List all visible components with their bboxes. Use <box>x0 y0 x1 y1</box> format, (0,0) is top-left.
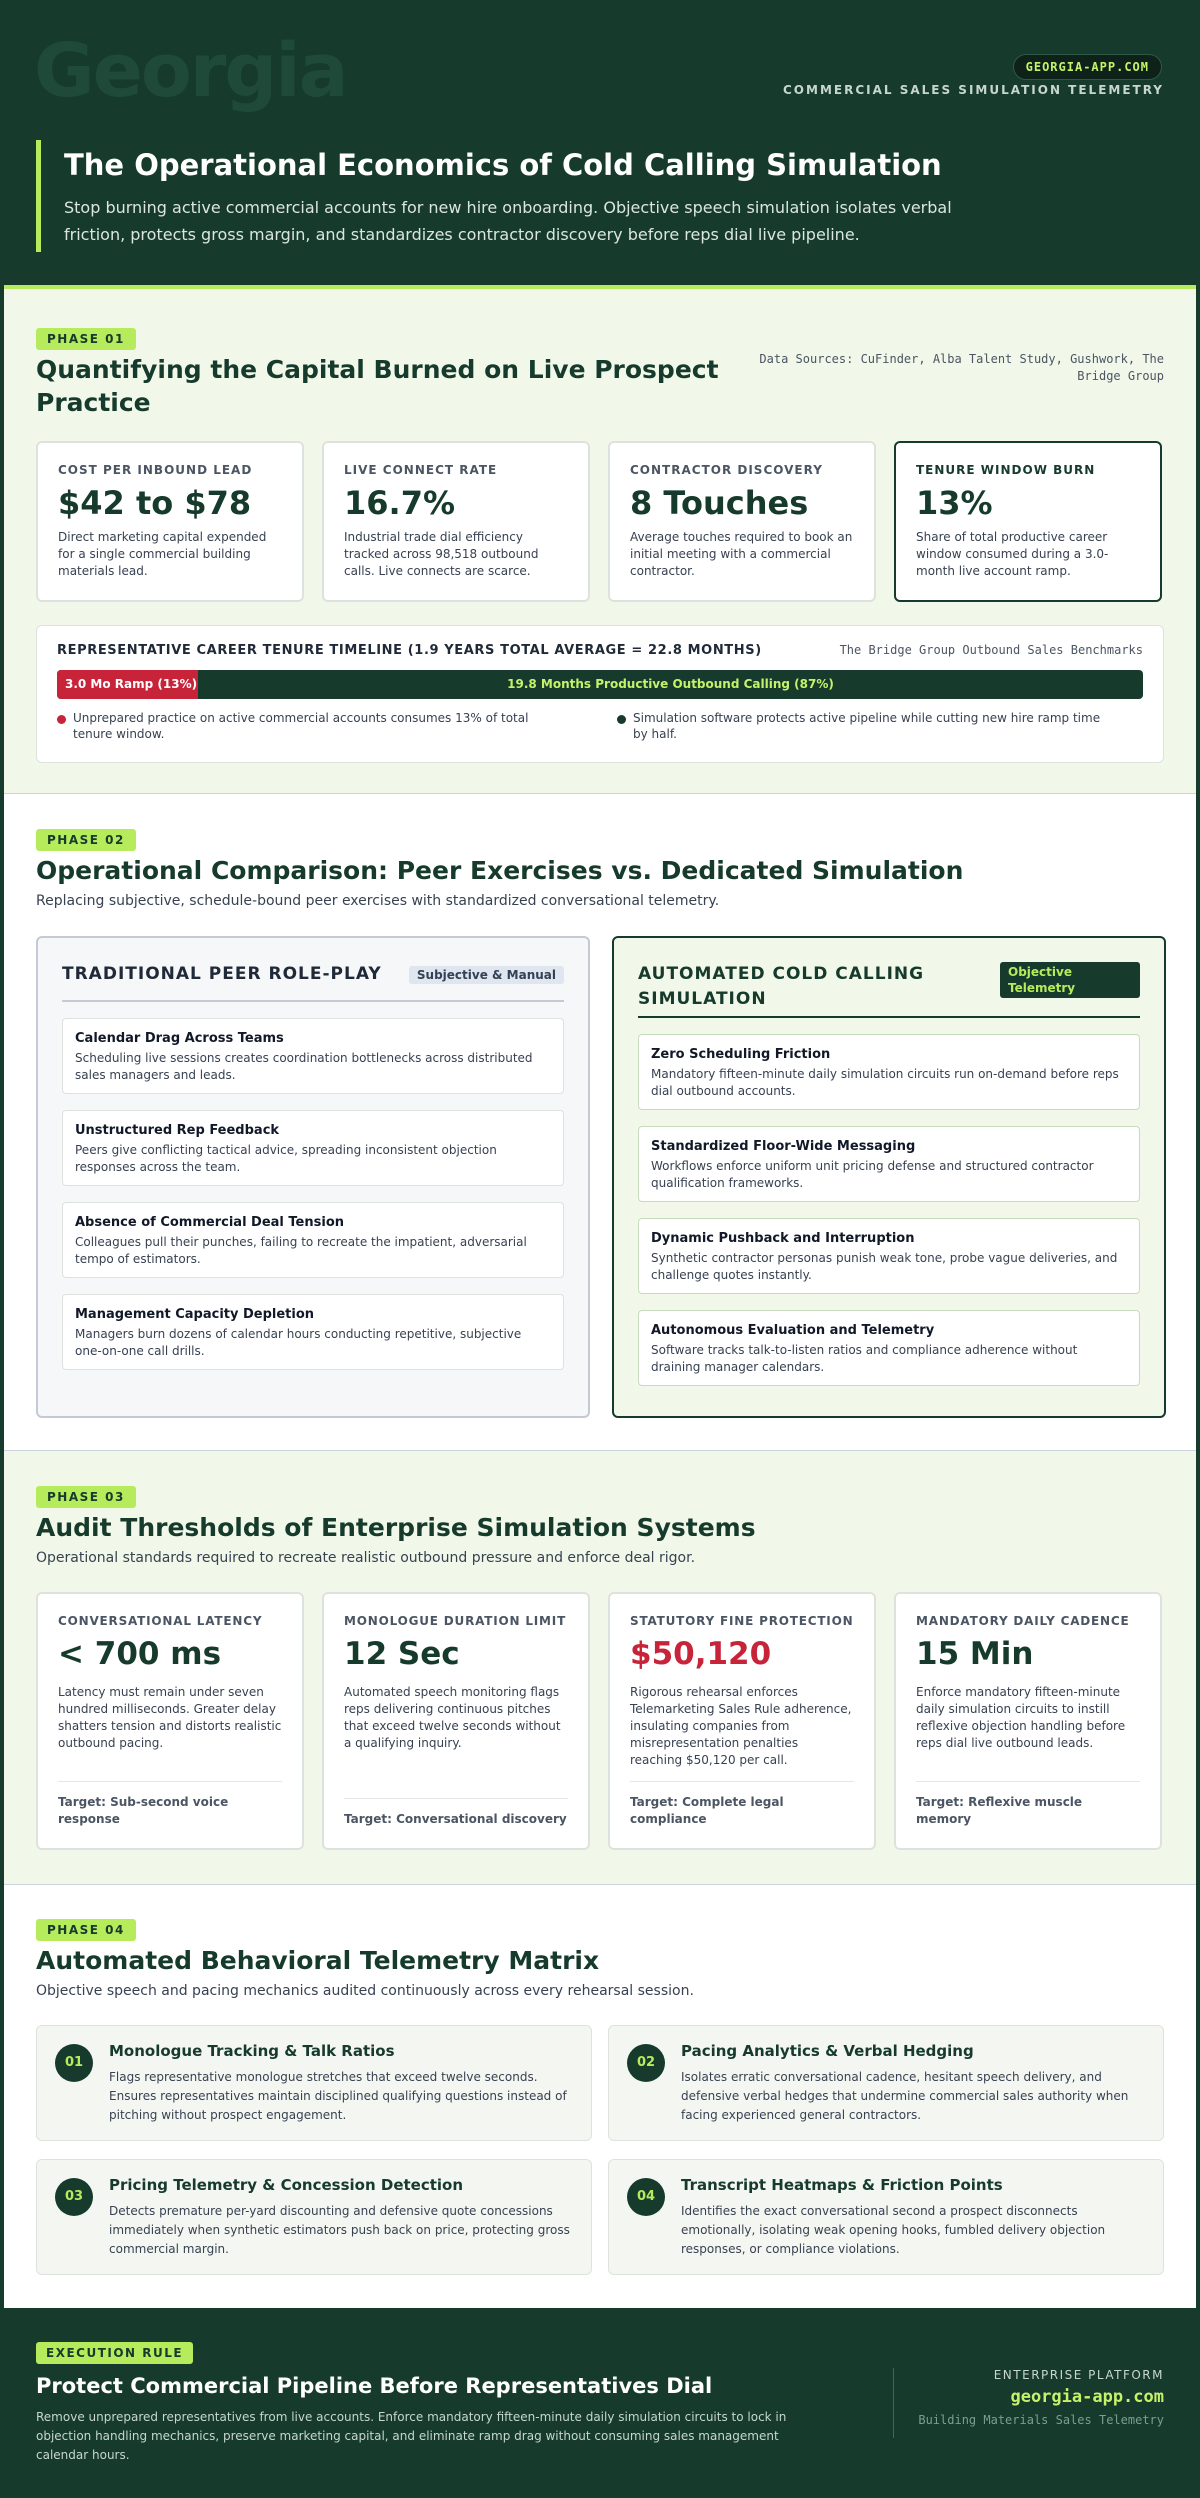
telemetry-item <box>36 2025 592 2141</box>
stat-value: 8 Touches <box>630 484 809 522</box>
hero-description: Stop burning active commercial accounts for new hire onboarding. Objective speech simulation isolates verbal friction, protects gross margin, and standardizes contractor discovery before reps dial live pipeline. <box>64 198 952 244</box>
section-title: Audit Thresholds of Enterprise Simulation Systems <box>36 1513 756 1542</box>
footer-description: Remove unprepared representatives from live accounts. Enforce mandatory fifteen-minute daily simulation circuits to lock in objection handling mechanics, preserve marketing capital, and eliminate ramp drag without consuming sales management calendar hours. <box>36 2410 787 2462</box>
automated-simulation-card <box>612 936 1166 1418</box>
data-sources: Data Sources: CuFinder, Alba Talent Study, Gushwork, The Bridge Group <box>759 352 1164 383</box>
objective-tag: Objective Telemetry <box>1000 962 1140 998</box>
item-title: Zero Scheduling Friction <box>651 1047 831 1062</box>
item-title: Autonomous Evaluation and Telemetry <box>651 1323 935 1338</box>
audit-target: Target: Complete legal compliance <box>630 1781 854 1828</box>
stat-description: Average touches required to book an initial meeting with a commercial contractor. <box>630 530 853 578</box>
audit-label: CONVERSATIONAL LATENCY <box>58 1614 263 1628</box>
timeline-source: The Bridge Group Outbound Sales Benchmarks <box>839 643 1143 657</box>
tenure-bar <box>57 670 1143 699</box>
stat-description: Industrial trade dial efficiency tracked across 98,518 outbound calls. Live connects are scarce. <box>344 530 539 578</box>
telemetry-description: Identifies the exact conversational second a prospect disconnects emotionally, isolating weak opening hooks, fumbled delivery objection responses, or compliance violations. <box>681 2204 1106 2256</box>
stat-value: 16.7% <box>344 484 456 522</box>
item-description: Peers give conflicting tactical advice, spreading inconsistent objection responses across the team. <box>75 1143 497 1174</box>
hero-subtitle: COMMERCIAL SALES SIMULATION TELEMETRY <box>783 83 1164 97</box>
telemetry-description: Isolates erratic conversational cadence, hesitant speech delivery, and defensive verbal hedges that undermine commercial sales authority when facing experienced general contractors. <box>681 2070 1129 2122</box>
item-title: Unstructured Rep Feedback <box>75 1123 280 1138</box>
productive-segment: 19.8 Months Productive Outbound Calling (87%) <box>507 677 834 691</box>
ramp-segment: 3.0 Mo Ramp (13%) <box>57 670 198 699</box>
item-description: Mandatory fifteen-minute daily simulation circuits run on-demand before reps dial outbound accounts. <box>651 1067 1119 1098</box>
item-title: Absence of Commercial Deal Tension <box>75 1215 345 1230</box>
item-description: Workflows enforce uniform unit pricing defense and structured contractor qualification frameworks. <box>651 1159 1094 1190</box>
audit-label: MANDATORY DAILY CADENCE <box>916 1614 1130 1628</box>
card-title: TRADITIONAL PEER ROLE-PLAY <box>62 964 382 984</box>
domain-link-pill[interactable]: GEORGIA-APP.COM <box>1013 54 1162 80</box>
item-description: Colleagues pull their punches, failing to recreate the impatient, adversarial tempo of estimators. <box>75 1235 527 1266</box>
list-item <box>638 1034 1140 1110</box>
item-title: Dynamic Pushback and Interruption <box>651 1231 915 1246</box>
timeline-title: REPRESENTATIVE CAREER TENURE TIMELINE (1.9 YEARS TOTAL AVERAGE = 22.8 MONTHS) <box>57 643 762 658</box>
audit-value: < 700 ms <box>58 1636 222 1672</box>
audit-value: $50,120 <box>630 1636 772 1672</box>
audit-description: Automated speech monitoring flags reps delivering continuous pitches that exceed twelve seconds without a qualifying inquiry. <box>344 1685 561 1750</box>
section-title: Operational Comparison: Peer Exercises vs. Dedicated Simulation <box>36 856 964 885</box>
phase-03-section <box>4 1450 1196 1884</box>
hero-header <box>0 0 1200 285</box>
timeline-note-protect <box>617 710 1117 742</box>
telemetry-title: Transcript Heatmaps & Friction Points <box>681 2176 1003 2194</box>
georgia-logo: Georgia <box>34 28 347 114</box>
list-item <box>62 1294 564 1370</box>
audit-description: Rigorous rehearsal enforces Telemarketing Sales Rule adherence, insulating companies from misrepresentation penalties reaching $50,120 per call. <box>630 1685 852 1767</box>
platform-label: ENTERPRISE PLATFORM <box>993 2368 1164 2382</box>
card-header <box>638 962 1140 1018</box>
card-title: AUTOMATED COLD CALLING SIMULATION <box>638 964 925 1009</box>
list-item <box>62 1110 564 1186</box>
audit-value: 12 Sec <box>344 1636 460 1672</box>
telemetry-title: Pricing Telemetry & Concession Detection <box>109 2176 464 2194</box>
telemetry-item <box>608 2159 1164 2275</box>
telemetry-title: Monologue Tracking & Talk Ratios <box>109 2042 395 2060</box>
subjective-tag: Subjective & Manual <box>409 966 564 984</box>
page-title: The Operational Economics of Cold Calling Simulation <box>64 148 942 182</box>
stat-card-tenure-burn <box>894 441 1162 602</box>
stat-label: CONTRACTOR DISCOVERY <box>630 463 823 477</box>
phase-badge: PHASE 02 <box>36 829 136 851</box>
list-item <box>638 1218 1140 1294</box>
stat-description: Share of total productive career window consumed during a 3.0-month live account ramp. <box>916 530 1109 578</box>
footer-platform-block <box>918 2368 1164 2427</box>
list-item <box>638 1310 1140 1386</box>
stat-label: LIVE CONNECT RATE <box>344 463 498 477</box>
green-dot-icon <box>617 715 626 724</box>
section-subtitle: Replacing subjective, schedule-bound peer exercises with standardized conversational telemetry. <box>36 893 720 909</box>
timeline-note-ramp <box>57 710 557 742</box>
footer-divider <box>893 2368 894 2438</box>
section-title: Automated Behavioral Telemetry Matrix <box>36 1946 600 1975</box>
audit-card-daily-cadence <box>894 1592 1162 1850</box>
stat-card-cost-per-lead <box>36 441 304 602</box>
section-title: Quantifying the Capital Burned on Live Prospect Practice <box>36 355 719 417</box>
audit-label: MONOLOGUE DURATION LIMIT <box>344 1614 567 1628</box>
step-number-badge: 01 <box>55 2044 93 2082</box>
stat-description: Direct marketing capital expended for a single commercial building materials lead. <box>58 530 267 578</box>
section-subtitle: Objective speech and pacing mechanics audited continuously across every rehearsal session. <box>36 1983 694 1999</box>
stat-label: COST PER INBOUND LEAD <box>58 463 253 477</box>
phase-badge: PHASE 04 <box>36 1919 136 1941</box>
footer-tagline: Building Materials Sales Telemetry <box>918 2413 1164 2427</box>
stat-card-contractor-discovery <box>608 441 876 602</box>
phase-04-section <box>4 1884 1196 2308</box>
step-number-badge: 03 <box>55 2178 93 2216</box>
telemetry-description: Flags representative monologue stretches that exceed twelve seconds. Ensures representatives maintain disciplined qualifying questions instead of pitching without prospect engagement. <box>109 2070 567 2122</box>
telemetry-item <box>608 2025 1164 2141</box>
phase-01-section <box>4 285 1196 793</box>
footer-title: Protect Commercial Pipeline Before Representatives Dial <box>36 2374 713 2398</box>
telemetry-title: Pacing Analytics & Verbal Hedging <box>681 2042 974 2060</box>
peer-roleplay-card <box>36 936 590 1418</box>
item-description: Managers burn dozens of calendar hours conducting repetitive, subjective one-on-one call drills. <box>75 1327 522 1358</box>
audit-card-monologue <box>322 1592 590 1850</box>
stat-value: 13% <box>916 484 993 522</box>
item-description: Scheduling live sessions creates coordination bottlenecks across distributed sales managers and leads. <box>75 1051 533 1082</box>
audit-target: Target: Conversational discovery <box>344 1798 568 1828</box>
list-item <box>62 1018 564 1094</box>
hero-accent-bar <box>36 140 41 252</box>
item-title: Standardized Floor-Wide Messaging <box>651 1139 916 1154</box>
audit-card-fine-protection <box>608 1592 876 1850</box>
item-description: Software tracks talk-to-listen ratios and compliance adherence without draining manager calendars. <box>651 1343 1078 1374</box>
phase-badge: PHASE 03 <box>36 1486 136 1508</box>
execution-footer <box>0 2308 1200 2498</box>
stat-label: TENURE WINDOW BURN <box>916 463 1096 477</box>
telemetry-description: Detects premature per-yard discounting and defensive quote concessions immediately when synthetic estimators push back on price, protecting gross commercial margin. <box>109 2204 570 2256</box>
card-header <box>62 962 564 1002</box>
footer-domain-link[interactable]: georgia-app.com <box>1010 2387 1164 2407</box>
note-text: Unprepared practice on active commercial accounts consumes 13% of total tenure window. <box>73 711 529 741</box>
item-title: Management Capacity Depletion <box>75 1307 315 1322</box>
note-text: Simulation software protects active pipeline while cutting new hire ramp time by half. <box>633 711 1101 741</box>
phase-badge: PHASE 01 <box>36 328 136 350</box>
list-item <box>62 1202 564 1278</box>
audit-target: Target: Reflexive muscle memory <box>916 1781 1140 1828</box>
audit-label: STATUTORY FINE PROTECTION <box>630 1614 854 1628</box>
item-title: Calendar Drag Across Teams <box>75 1031 284 1046</box>
audit-description: Latency must remain under seven hundred milliseconds. Greater delay shatters tension and distorts realistic outbound pacing. <box>58 1685 282 1750</box>
audit-description: Enforce mandatory fifteen-minute daily simulation circuits to instill reflexive objection handling before reps dial live outbound leads. <box>916 1685 1126 1750</box>
stat-card-connect-rate <box>322 441 590 602</box>
execution-rule-badge: EXECUTION RULE <box>36 2342 193 2364</box>
audit-card-latency <box>36 1592 304 1850</box>
telemetry-item <box>36 2159 592 2275</box>
audit-value: 15 Min <box>916 1636 1034 1672</box>
section-subtitle: Operational standards required to recreate realistic outbound pressure and enforce deal rigor. <box>36 1550 696 1566</box>
tenure-timeline-panel <box>36 625 1164 763</box>
step-number-badge: 02 <box>627 2044 665 2082</box>
list-item <box>638 1126 1140 1202</box>
audit-target: Target: Sub-second voice response <box>58 1781 282 1828</box>
step-number-badge: 04 <box>627 2178 665 2216</box>
phase-02-section <box>4 793 1196 1450</box>
item-description: Synthetic contractor personas punish weak tone, probe vague deliveries, and challenge quotes instantly. <box>651 1251 1118 1282</box>
stat-value: $42 to $78 <box>58 484 252 522</box>
red-dot-icon <box>57 715 66 724</box>
